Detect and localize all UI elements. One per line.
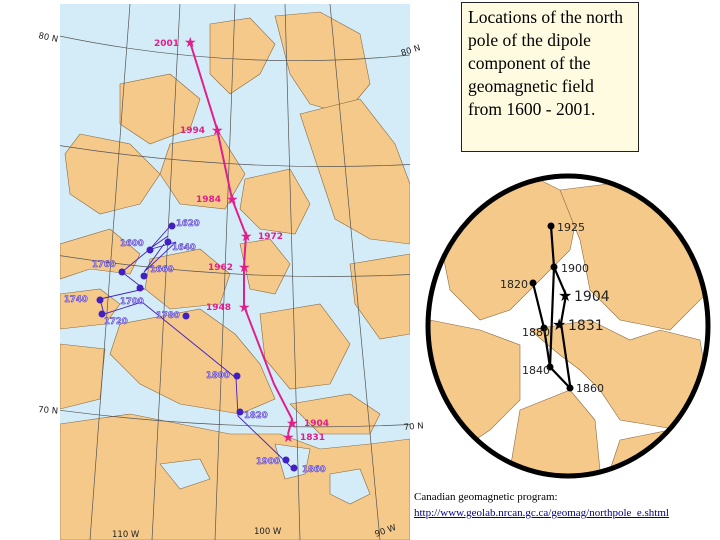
- year-1972: 1972: [258, 232, 284, 242]
- inset-point-1860: [567, 385, 574, 392]
- star-1948: ★: [238, 300, 251, 316]
- year-1948: 1948: [206, 303, 232, 313]
- lat70-left-label: 70 N: [37, 405, 59, 417]
- year-1994: 1994: [180, 126, 206, 136]
- dipole-point-1800: [234, 373, 241, 380]
- year-1831: 1831: [300, 433, 326, 443]
- lat70-right-label: 70 N: [403, 421, 425, 433]
- credit-url-link[interactable]: http://www.geolab.nrcan.gc.ca/geomag/northpole_e.shtml: [414, 507, 669, 519]
- inset-point-1925: [548, 223, 555, 230]
- year-1984: 1984: [196, 195, 222, 205]
- dipole-year-1640: 1640: [172, 243, 196, 253]
- lat80-right-label: 80 N: [399, 43, 422, 59]
- year-1962: 1962: [208, 263, 234, 273]
- dipole-year-1800: 1800: [206, 371, 230, 381]
- star-1984: ★: [226, 192, 239, 208]
- star-1831: ★: [282, 430, 295, 446]
- inset-point-1900: [551, 264, 558, 271]
- year-2001: 2001: [154, 39, 180, 49]
- inset-label-1900: 1900: [561, 262, 589, 275]
- dipole-year-1760: 1760: [92, 260, 116, 270]
- caption-box: [461, 2, 639, 152]
- dipole-point-1740: [97, 297, 104, 304]
- dipole-year-1720: 1720: [104, 317, 128, 327]
- dipole-point-1640: [165, 239, 172, 246]
- dipole-point-1660: [141, 273, 148, 280]
- dipole-year-1660: 1660: [150, 265, 174, 275]
- lon100-label: 100 W: [254, 527, 282, 537]
- star-1994: ★: [211, 123, 224, 139]
- dipole-year-1600: 1600: [120, 239, 144, 249]
- star-2001: ★: [184, 35, 197, 51]
- dipole-year-1820: 1820: [244, 411, 268, 421]
- lat80-left-label: 80 N: [37, 31, 59, 46]
- dipole-year-1700: 1700: [120, 297, 144, 307]
- dipole-year-1780: 1780: [156, 311, 180, 321]
- dipole-point-1620: [169, 223, 176, 230]
- dipole-point-1900: [283, 457, 290, 464]
- credit-program: Canadian geomagnetic program:: [414, 491, 558, 503]
- dipole-year-1740: 1740: [64, 295, 88, 305]
- lon90-label: 90 W: [373, 522, 398, 540]
- dipole-point-1820: [237, 409, 244, 416]
- inset-point-1820: [530, 280, 537, 287]
- inset-label-1904: 1904: [574, 289, 610, 305]
- star-1904: ★: [286, 416, 299, 432]
- inset-map: [420, 170, 716, 482]
- year-1904: 1904: [304, 419, 330, 429]
- dipole-point-1860: [291, 465, 298, 472]
- lon110-label: 110 W: [112, 530, 140, 540]
- inset-label-1831: 1831: [568, 318, 604, 334]
- credit: [414, 489, 720, 521]
- main-map: [37, 4, 425, 540]
- dipole-year-1860: 1860: [302, 465, 326, 475]
- inset-label-1880: 1880: [522, 326, 550, 339]
- dipole-year-1900: 1900: [256, 457, 280, 467]
- star-1972: ★: [240, 229, 253, 245]
- inset-label-1840: 1840: [522, 364, 550, 377]
- dipole-point-1600: [147, 247, 154, 254]
- inset-star-1831: ★: [552, 315, 567, 334]
- dipole-point-1700: [137, 285, 144, 292]
- inset-label-1820: 1820: [500, 278, 528, 291]
- dipole-point-1760: [119, 269, 126, 276]
- caption-text: Locations of the north pole of the dipole component of the geomagnetic field from 1600 - 2001.: [468, 7, 624, 119]
- inset-label-1860: 1860: [576, 382, 604, 395]
- inset-label-1925: 1925: [557, 221, 585, 234]
- star-1962: ★: [238, 260, 251, 276]
- dipole-year-1620: 1620: [176, 219, 200, 229]
- dipole-point-1780: [183, 313, 190, 320]
- inset-star-1904: ★: [558, 286, 573, 305]
